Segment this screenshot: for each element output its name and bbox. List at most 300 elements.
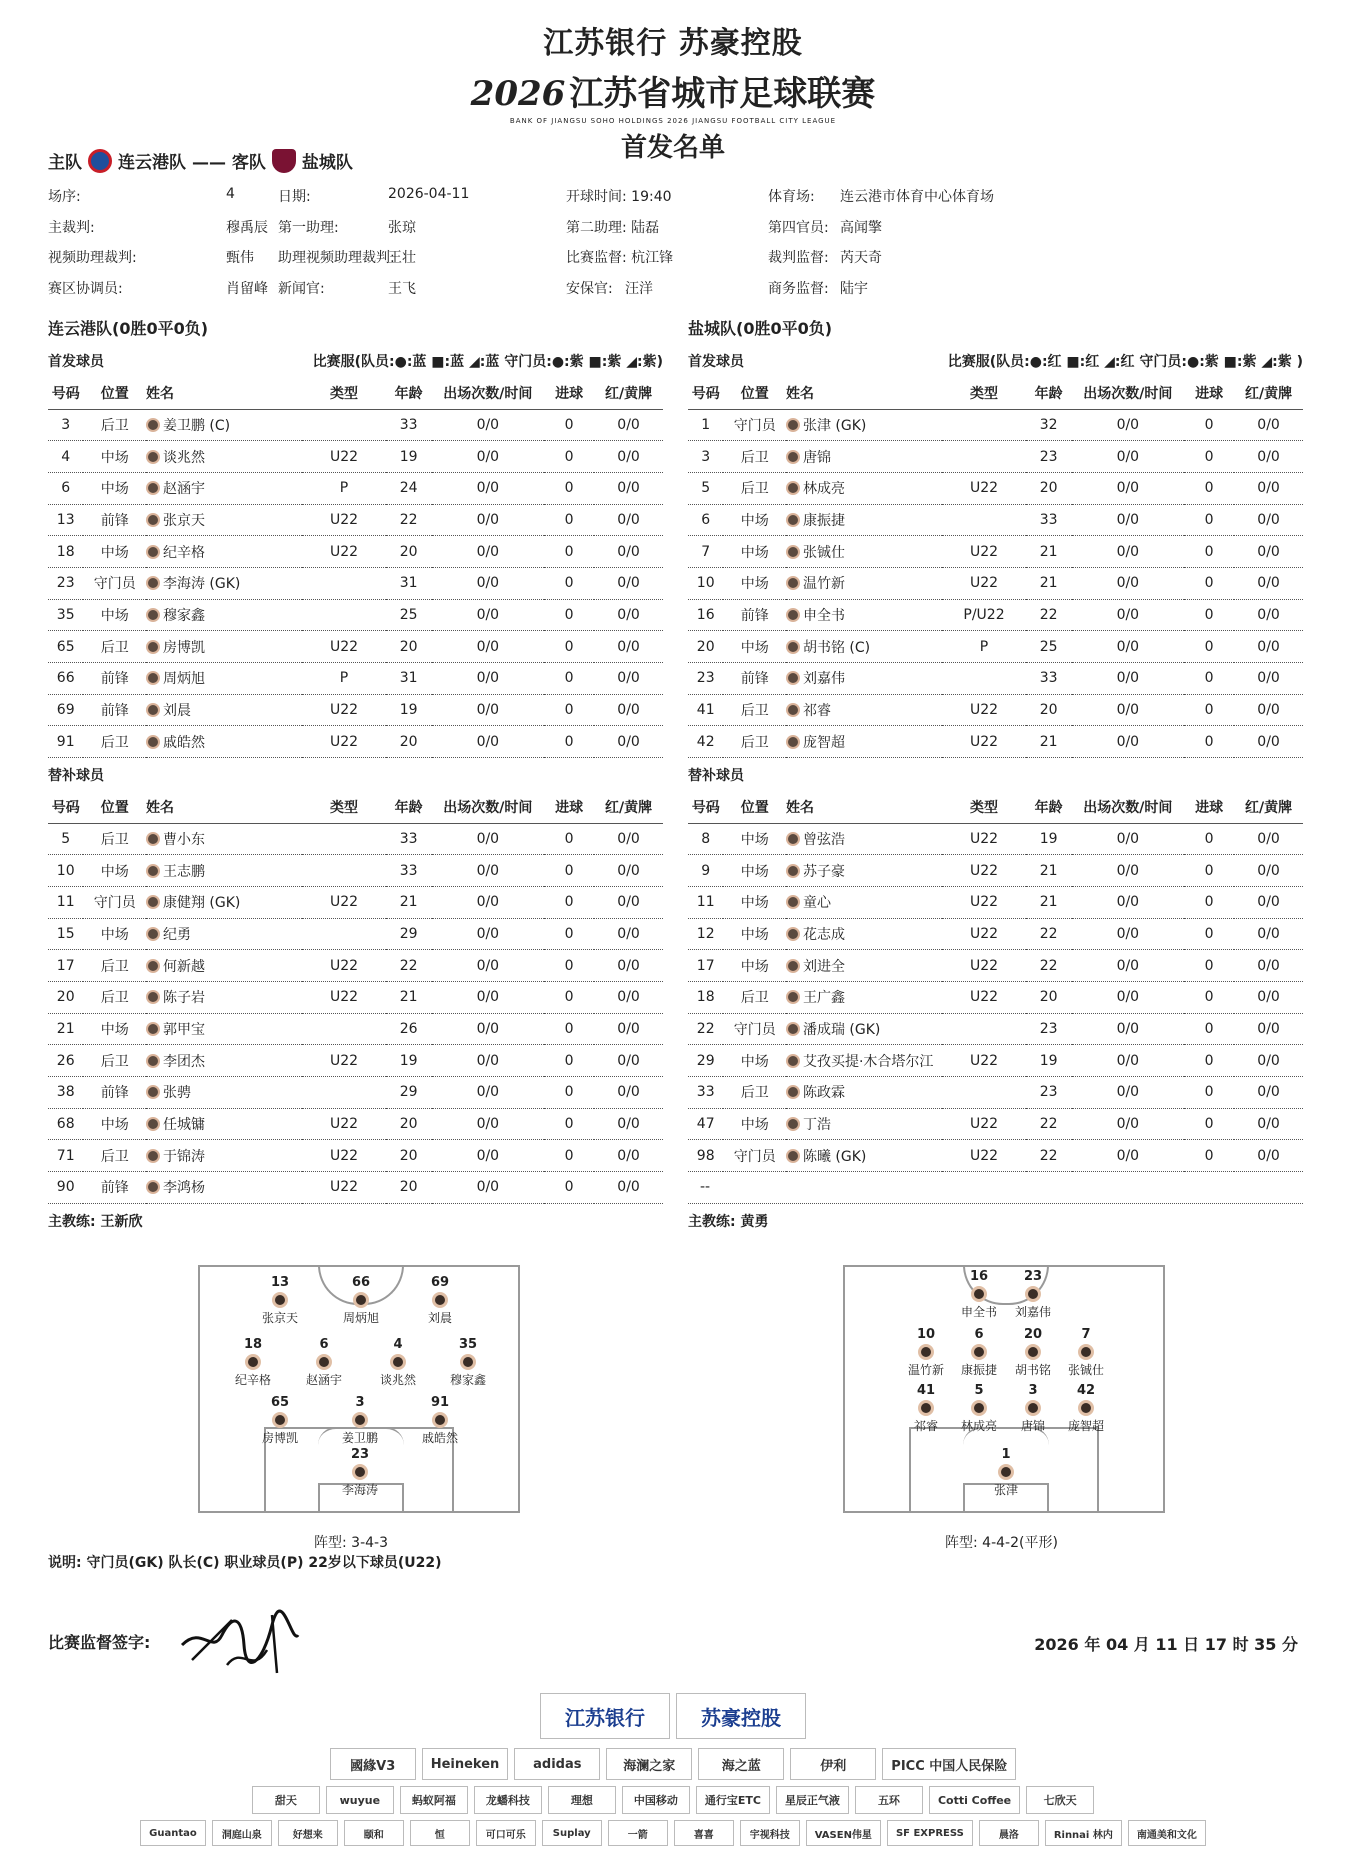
player-avatar-icon	[146, 1180, 160, 1194]
player-row[interactable]	[688, 536, 1303, 568]
player-row[interactable]	[688, 726, 1303, 758]
player-cell	[146, 1077, 302, 1109]
column-header: 年龄	[1026, 377, 1072, 409]
player-cell: U22	[942, 982, 1025, 1014]
player-row[interactable]	[688, 472, 1303, 504]
pitch-player-name: 温竹新	[907, 1363, 944, 1377]
player-cell	[146, 1108, 302, 1140]
player-row[interactable]	[48, 726, 663, 758]
player-face-icon	[460, 1354, 476, 1370]
player-row[interactable]	[688, 982, 1303, 1014]
info-label: 助理视频助理裁判:	[278, 250, 395, 266]
player-row[interactable]	[48, 1108, 663, 1140]
pitch-player-number: 20	[1023, 1327, 1043, 1342]
pitch-player[interactable]	[949, 1269, 1009, 1320]
player-row[interactable]	[48, 823, 663, 855]
column-header: 姓名	[786, 377, 942, 409]
player-cell	[302, 918, 385, 950]
pitch-player-number: 3	[1028, 1383, 1038, 1398]
player-cell	[302, 567, 385, 599]
player-name: 花志成	[802, 926, 845, 943]
player-cell: 0/0	[1072, 504, 1185, 536]
pitch-player-number: 65	[270, 1395, 290, 1410]
column-header: 姓名	[786, 791, 942, 823]
player-cell: 0/0	[1072, 694, 1185, 726]
player-avatar-icon	[786, 576, 800, 590]
pitch-player[interactable]	[410, 1395, 470, 1446]
player-cell: 0/0	[594, 982, 663, 1014]
player-cell: 11	[48, 886, 83, 918]
page-title: 首发名单	[620, 133, 725, 163]
player-cell: U22	[302, 441, 385, 473]
starters-label: 首发球员	[688, 353, 744, 370]
player-cell: U22	[942, 1108, 1025, 1140]
player-cell	[146, 663, 302, 695]
player-cell: 71	[48, 1140, 83, 1172]
sponsor-logo: 恒	[410, 1820, 470, 1846]
pitch-player-number: 23	[1023, 1269, 1043, 1284]
player-cell: 0/0	[1234, 950, 1303, 982]
vs-separator: —— 客队	[192, 153, 266, 173]
player-cell	[786, 409, 942, 441]
home-formation-label: 阵型: 3-4-3	[314, 1535, 388, 1551]
player-avatar-icon	[146, 959, 160, 973]
player-cell: 0/0	[1072, 1045, 1185, 1077]
pitch-player-number: 3	[355, 1395, 365, 1410]
player-cell: P	[302, 472, 385, 504]
player-cell: 0	[1184, 886, 1234, 918]
away-formation-pitch	[843, 1265, 1165, 1513]
player-cell	[146, 694, 302, 726]
player-row[interactable]	[48, 918, 663, 950]
pitch-player[interactable]	[410, 1275, 470, 1326]
player-row[interactable]	[48, 1077, 663, 1109]
player-cell: 中场	[723, 567, 786, 599]
player-cell: 中场	[83, 536, 146, 568]
player-row[interactable]	[688, 1045, 1303, 1077]
player-name: 曹小东	[162, 831, 205, 848]
player-avatar-icon	[786, 1149, 800, 1163]
player-avatar-icon	[146, 1085, 160, 1099]
player-cell: 33	[386, 823, 432, 855]
player-row[interactable]	[688, 694, 1303, 726]
info-value: 穆禹辰	[226, 219, 268, 236]
player-row[interactable]	[688, 409, 1303, 441]
player-cell: 0/0	[1072, 1077, 1185, 1109]
pitch-player[interactable]	[330, 1395, 390, 1446]
player-row[interactable]	[688, 950, 1303, 982]
player-cell: 0	[544, 1013, 594, 1045]
player-row[interactable]	[688, 918, 1303, 950]
pitch-player[interactable]	[1003, 1327, 1063, 1378]
column-header: 位置	[83, 377, 146, 409]
player-cell: 0/0	[594, 441, 663, 473]
pitch-player-number: 69	[430, 1275, 450, 1290]
player-row[interactable]	[48, 1172, 663, 1204]
player-row[interactable]	[688, 886, 1303, 918]
player-name: 张骋	[162, 1085, 191, 1102]
player-cell: 12	[688, 918, 723, 950]
column-header: 年龄	[1026, 791, 1072, 823]
player-cell: 18	[48, 536, 83, 568]
player-cell	[942, 663, 1025, 695]
pitch-player-name: 张津	[993, 1483, 1018, 1497]
player-cell: 0	[1184, 441, 1234, 473]
player-cell	[786, 726, 942, 758]
player-row[interactable]	[48, 1013, 663, 1045]
column-header: 号码	[48, 791, 83, 823]
player-cell: 19	[386, 1045, 432, 1077]
player-row[interactable]	[688, 663, 1303, 695]
legend-note: 说明: 守门员(GK) 队长(C) 职业球员(P) 22岁以下球员(U22)	[48, 1555, 442, 1571]
pitch-player[interactable]	[896, 1383, 956, 1434]
info-label: 日期:	[278, 189, 311, 205]
player-avatar-icon	[786, 418, 800, 432]
player-cell: 0	[1184, 694, 1234, 726]
player-row[interactable]	[48, 663, 663, 695]
player-cell: 0	[1184, 823, 1234, 855]
player-cell: 后卫	[83, 982, 146, 1014]
player-cell	[302, 599, 385, 631]
signature-date: 2026 年 04 月 11 日 17 时 35 分	[1034, 1635, 1298, 1654]
column-header: 姓名	[146, 377, 302, 409]
player-cell	[146, 1172, 302, 1204]
player-cell: 18	[688, 982, 723, 1014]
player-cell	[146, 886, 302, 918]
player-cell	[786, 472, 942, 504]
player-cell: 0	[1184, 1108, 1234, 1140]
pitch-player-number: 42	[1076, 1383, 1096, 1398]
player-cell: U22	[302, 1045, 385, 1077]
player-cell: 前锋	[83, 1172, 146, 1204]
player-avatar-icon	[146, 1149, 160, 1163]
sponsor-logo: 一箭	[608, 1820, 668, 1846]
player-face-icon	[245, 1354, 261, 1370]
column-header: 号码	[688, 791, 723, 823]
player-row[interactable]	[48, 855, 663, 887]
player-name: 谈兆然	[162, 449, 205, 466]
pitch-player[interactable]	[1056, 1327, 1116, 1378]
sponsor-logo: 可口可乐	[476, 1820, 536, 1846]
player-avatar-icon	[786, 608, 800, 622]
player-cell: 21	[386, 982, 432, 1014]
column-header: 出场次数/时间	[432, 377, 545, 409]
player-cell: 0/0	[594, 1045, 663, 1077]
column-header: 年龄	[386, 791, 432, 823]
team-record-title: 盐城队(0胜0平0负)	[688, 319, 833, 338]
sponsor-logo: Suplay	[542, 1820, 602, 1846]
pitch-player[interactable]	[331, 1275, 391, 1326]
player-cell: 中场	[83, 472, 146, 504]
pitch-player[interactable]	[438, 1337, 498, 1388]
player-cell: 0	[544, 441, 594, 473]
home-formation-pitch	[198, 1265, 520, 1513]
column-header: 出场次数/时间	[1072, 791, 1185, 823]
player-row[interactable]	[688, 441, 1303, 473]
player-avatar-icon	[146, 895, 160, 909]
player-row[interactable]	[688, 631, 1303, 663]
player-cell: 19	[1026, 1045, 1072, 1077]
player-cell	[786, 1077, 942, 1109]
player-cell	[942, 1013, 1025, 1045]
player-cell: 0	[1184, 599, 1234, 631]
player-cell	[786, 504, 942, 536]
column-header: 出场次数/时间	[432, 791, 545, 823]
player-row[interactable]	[48, 950, 663, 982]
player-cell: 22	[1026, 599, 1072, 631]
player-cell: 22	[1026, 918, 1072, 950]
player-avatar-icon	[786, 832, 800, 846]
player-cell: 20	[48, 982, 83, 1014]
player-row[interactable]	[688, 1013, 1303, 1045]
player-cell: 0	[1184, 567, 1234, 599]
player-cell: 91	[48, 726, 83, 758]
player-row[interactable]	[48, 599, 663, 631]
player-cell	[302, 409, 385, 441]
pitch-player[interactable]	[976, 1447, 1036, 1498]
player-avatar-icon	[146, 450, 160, 464]
column-header: 类型	[302, 377, 385, 409]
column-header: 类型	[942, 377, 1025, 409]
player-cell: U22	[302, 950, 385, 982]
player-cell: 后卫	[723, 1077, 786, 1109]
pitch-player[interactable]	[949, 1383, 1009, 1434]
player-row[interactable]	[48, 441, 663, 473]
pitch-player-name: 戚皓然	[421, 1431, 458, 1445]
player-cell	[146, 918, 302, 950]
player-cell: 0/0	[1234, 441, 1303, 473]
pitch-player[interactable]	[949, 1327, 1009, 1378]
league-title	[0, 66, 1346, 115]
player-name: 张铖仕	[802, 544, 845, 561]
player-cell: 25	[1026, 631, 1072, 663]
pitch-player[interactable]	[1003, 1269, 1063, 1320]
sponsor-logo: Heineken	[422, 1748, 509, 1780]
player-cell: 0/0	[432, 1108, 545, 1140]
player-cell: U22	[942, 472, 1025, 504]
player-cell: 0/0	[1072, 409, 1185, 441]
player-row[interactable]	[48, 631, 663, 663]
league-name: 江苏省城市足球联赛	[569, 74, 876, 114]
player-cell: 0/0	[594, 1077, 663, 1109]
column-header: 号码	[48, 377, 83, 409]
player-face-icon	[352, 1412, 368, 1428]
player-avatar-icon	[786, 990, 800, 1004]
pitch-player[interactable]	[1056, 1383, 1116, 1434]
info-value: 4	[226, 186, 235, 202]
player-row[interactable]	[48, 472, 663, 504]
player-cell: P	[942, 631, 1025, 663]
player-name: 艾孜买提·木合塔尔江	[802, 1053, 934, 1070]
player-cell: 0/0	[432, 982, 545, 1014]
player-row[interactable]	[48, 694, 663, 726]
player-row[interactable]	[48, 504, 663, 536]
player-face-icon	[918, 1344, 934, 1360]
away-subs-table	[688, 791, 1303, 1172]
home-team-section	[48, 316, 663, 1240]
player-name: 祁睿	[802, 703, 831, 720]
player-cell: 0/0	[594, 694, 663, 726]
player-name: 王广鑫	[802, 990, 845, 1007]
pitch-player[interactable]	[250, 1395, 310, 1446]
away-team-section	[688, 316, 1303, 1240]
player-cell: U22	[942, 567, 1025, 599]
away-team-name: 盐城队	[301, 153, 353, 173]
player-cell: 0/0	[594, 918, 663, 950]
sponsor-logo: 龙蟠科技	[474, 1786, 542, 1814]
player-cell: 23	[1026, 441, 1072, 473]
player-cell: U22	[942, 823, 1025, 855]
player-face-icon	[272, 1412, 288, 1428]
subs-header	[48, 758, 663, 791]
player-cell	[146, 441, 302, 473]
player-cell: 33	[1026, 504, 1072, 536]
player-row[interactable]	[688, 567, 1303, 599]
player-name: 曾弦浩	[802, 831, 845, 848]
player-cell: 22	[1026, 1140, 1072, 1172]
player-cell: 38	[48, 1077, 83, 1109]
pitch-player[interactable]	[330, 1447, 390, 1498]
player-row[interactable]	[688, 1108, 1303, 1140]
player-cell: 9	[688, 855, 723, 887]
player-cell: 0/0	[1234, 663, 1303, 695]
player-cell: 0/0	[1234, 918, 1303, 950]
player-cell: 29	[386, 1077, 432, 1109]
player-row[interactable]	[688, 599, 1303, 631]
player-cell	[146, 726, 302, 758]
player-name: 纪勇	[162, 926, 191, 943]
player-name: 赵涵宇	[162, 481, 205, 498]
player-row[interactable]	[48, 1045, 663, 1077]
player-cell: 后卫	[723, 726, 786, 758]
player-cell: 0/0	[432, 504, 545, 536]
player-row[interactable]	[688, 823, 1303, 855]
player-cell: 8	[688, 823, 723, 855]
player-avatar-icon	[786, 671, 800, 685]
player-cell: 10	[688, 567, 723, 599]
pitch-player-number: 23	[350, 1447, 370, 1462]
player-name: 陈曦 (GK)	[802, 1148, 867, 1165]
player-cell: 0/0	[594, 823, 663, 855]
sponsor-logo: 中国移动	[622, 1786, 690, 1814]
player-cell: 6	[688, 504, 723, 536]
player-cell: 42	[688, 726, 723, 758]
player-row[interactable]	[688, 1140, 1303, 1172]
player-cell: 1	[688, 409, 723, 441]
player-cell: 0/0	[432, 918, 545, 950]
player-cell: 31	[386, 663, 432, 695]
player-cell: 0	[1184, 472, 1234, 504]
player-cell	[786, 1140, 942, 1172]
player-cell: 0/0	[1234, 567, 1303, 599]
kit-colors: 比赛服(队员:●:蓝 ■:蓝 ◢:蓝 守门员:●:紫 ■:紫 ◢:紫)	[312, 353, 663, 370]
player-cell	[146, 472, 302, 504]
player-cell: 0	[544, 982, 594, 1014]
player-cell: 11	[688, 886, 723, 918]
home-team-name: 连云港队	[118, 153, 186, 173]
player-cell: 21	[386, 886, 432, 918]
pitch-player[interactable]	[250, 1275, 310, 1326]
player-cell: 32	[1026, 409, 1072, 441]
player-cell: 22	[1026, 950, 1072, 982]
player-cell: 0/0	[594, 599, 663, 631]
pitch-player-name: 唐锦	[1020, 1419, 1045, 1433]
player-cell: U22	[302, 1140, 385, 1172]
player-cell: 19	[386, 441, 432, 473]
player-cell: 0/0	[1234, 1108, 1303, 1140]
player-cell: 35	[48, 599, 83, 631]
player-cell: 23	[1026, 1077, 1072, 1109]
pitch-player[interactable]	[223, 1337, 283, 1388]
player-cell: 21	[1026, 726, 1072, 758]
player-cell: 中场	[723, 823, 786, 855]
player-cell: 0/0	[1072, 886, 1185, 918]
pitch-player-number: 13	[270, 1275, 290, 1290]
player-cell: 0/0	[432, 1045, 545, 1077]
info-value: 2026-04-11	[388, 186, 470, 202]
pitch-player[interactable]	[294, 1337, 354, 1388]
starters-header	[688, 344, 1303, 377]
pitch-player[interactable]	[896, 1327, 956, 1378]
player-face-icon	[352, 1464, 368, 1480]
player-row[interactable]	[48, 1140, 663, 1172]
pitch-player[interactable]	[1003, 1383, 1063, 1434]
empty-row: --	[688, 1172, 1303, 1204]
info-row	[48, 217, 1298, 248]
player-cell: 0/0	[1234, 823, 1303, 855]
info-row	[48, 278, 1298, 309]
player-row[interactable]	[688, 504, 1303, 536]
player-row[interactable]	[48, 886, 663, 918]
player-row[interactable]	[48, 536, 663, 568]
player-row[interactable]	[688, 855, 1303, 887]
player-cell: 0/0	[432, 663, 545, 695]
player-cell: 0/0	[1072, 536, 1185, 568]
head-coach: 主教练: 王新欣	[48, 1213, 143, 1230]
player-cell: 26	[48, 1045, 83, 1077]
pitch-player[interactable]	[368, 1337, 428, 1388]
player-name: 刘晨	[162, 703, 191, 720]
player-cell	[786, 855, 942, 887]
player-cell: 0	[544, 823, 594, 855]
player-row[interactable]	[688, 1077, 1303, 1109]
player-row[interactable]	[48, 982, 663, 1014]
sponsor-logo: Cotti Coffee	[929, 1786, 1020, 1814]
pitch-player-name: 谈兆然	[379, 1373, 416, 1387]
player-cell: 22	[386, 504, 432, 536]
player-name: 庞智超	[802, 734, 845, 751]
player-cell: 中场	[723, 504, 786, 536]
player-avatar-icon	[146, 513, 160, 527]
player-cell: 21	[1026, 886, 1072, 918]
kit-colors: 比赛服(队员:●:红 ■:红 ◢:红 守门员:●:紫 ■:紫 ◢:紫 )	[947, 353, 1303, 370]
player-cell: 19	[386, 694, 432, 726]
sponsor-logo: 喜喜	[674, 1820, 734, 1846]
player-row[interactable]	[48, 409, 663, 441]
starters-header	[48, 344, 663, 377]
player-name: 于锦涛	[162, 1148, 205, 1165]
player-cell: 0/0	[1234, 855, 1303, 887]
player-name: 康振捷	[802, 512, 845, 529]
player-cell	[786, 567, 942, 599]
player-cell: 20	[1026, 694, 1072, 726]
player-cell: 0/0	[1072, 631, 1185, 663]
player-cell: 0/0	[1234, 409, 1303, 441]
player-row[interactable]	[48, 567, 663, 599]
player-cell: 0/0	[432, 855, 545, 887]
player-cell: 0/0	[432, 409, 545, 441]
player-cell	[146, 823, 302, 855]
